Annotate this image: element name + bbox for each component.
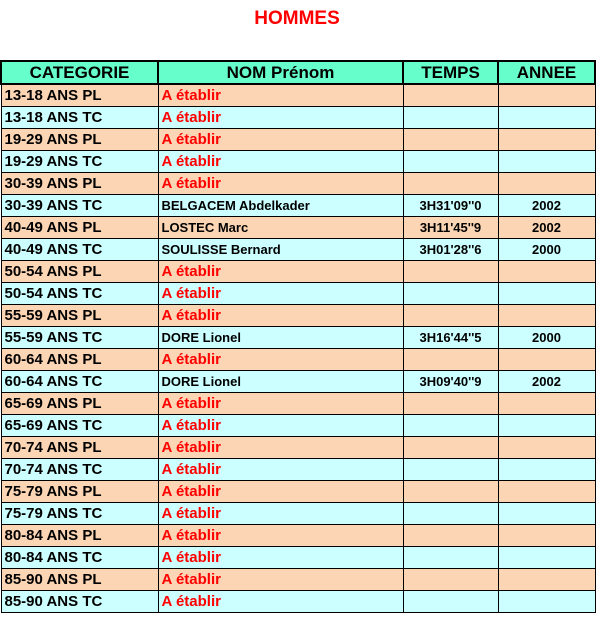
year-cell [498, 129, 595, 151]
table-row [1, 437, 595, 459]
year-cell [498, 261, 595, 283]
table-row [1, 393, 595, 415]
time-cell: 3H31'09''0 [403, 195, 498, 217]
time-cell: 3H16'44''5 [403, 327, 498, 349]
category-cell: 70-74 ANS PL [1, 437, 158, 459]
table-row [1, 327, 595, 349]
category-cell: 40-49 ANS PL [1, 217, 158, 239]
name-cell: BELGACEM Abdelkader [158, 195, 403, 217]
name-cell: A établir [158, 305, 403, 327]
category-cell: 55-59 ANS TC [1, 327, 158, 349]
category-cell: 75-79 ANS TC [1, 503, 158, 525]
category-cell: 50-54 ANS PL [1, 261, 158, 283]
table-row [1, 129, 595, 151]
year-cell [498, 151, 595, 173]
name-cell: A établir [158, 84, 403, 107]
year-cell [498, 437, 595, 459]
name-cell: A établir [158, 393, 403, 415]
table-row [1, 173, 595, 195]
table-row [1, 151, 595, 173]
year-cell [498, 173, 595, 195]
category-cell: 85-90 ANS PL [1, 569, 158, 591]
category-cell: 60-64 ANS PL [1, 349, 158, 371]
name-cell: A établir [158, 107, 403, 129]
table-row [1, 217, 595, 239]
time-cell [403, 437, 498, 459]
year-cell [498, 349, 595, 371]
time-cell: 3H01'28''6 [403, 239, 498, 261]
year-cell [498, 503, 595, 525]
name-cell: A établir [158, 129, 403, 151]
time-cell [403, 349, 498, 371]
table-row [1, 261, 595, 283]
header-category: CATEGORIE [1, 61, 158, 84]
year-cell [498, 305, 595, 327]
year-cell: 2002 [498, 217, 595, 239]
time-cell [403, 503, 498, 525]
time-cell [403, 525, 498, 547]
time-cell [403, 393, 498, 415]
year-cell: 2002 [498, 195, 595, 217]
year-cell: 2000 [498, 239, 595, 261]
table-row [1, 569, 595, 591]
category-cell: 80-84 ANS TC [1, 547, 158, 569]
header-year: ANNEE [498, 61, 595, 84]
name-cell: A établir [158, 503, 403, 525]
name-cell: A établir [158, 547, 403, 569]
table-row [1, 547, 595, 569]
table-row [1, 195, 595, 217]
records-table [0, 60, 596, 613]
time-cell [403, 173, 498, 195]
year-cell [498, 415, 595, 437]
category-cell: 13-18 ANS TC [1, 107, 158, 129]
table-row [1, 305, 595, 327]
header-time: TEMPS [403, 61, 498, 84]
year-cell [498, 591, 595, 613]
name-cell: A établir [158, 173, 403, 195]
time-cell [403, 591, 498, 613]
header-row [1, 61, 595, 84]
category-cell: 75-79 ANS PL [1, 481, 158, 503]
year-cell: 2000 [498, 327, 595, 349]
year-cell [498, 459, 595, 481]
page-title: HOMMES [254, 8, 340, 29]
year-cell [498, 393, 595, 415]
name-cell: DORE Lionel [158, 371, 403, 393]
table-row [1, 503, 595, 525]
category-cell: 40-49 ANS TC [1, 239, 158, 261]
time-cell [403, 459, 498, 481]
year-cell [498, 547, 595, 569]
name-cell: DORE Lionel [158, 327, 403, 349]
records-body [1, 84, 595, 613]
name-cell: A établir [158, 481, 403, 503]
category-cell: 30-39 ANS PL [1, 173, 158, 195]
name-cell: A établir [158, 283, 403, 305]
name-cell: A établir [158, 569, 403, 591]
table-row [1, 415, 595, 437]
header-name: NOM Prénom [158, 61, 403, 84]
name-cell: A établir [158, 415, 403, 437]
name-cell: A établir [158, 459, 403, 481]
table-row [1, 239, 595, 261]
year-cell [498, 84, 595, 107]
time-cell [403, 305, 498, 327]
time-cell [403, 261, 498, 283]
table-row [1, 591, 595, 613]
year-cell [498, 481, 595, 503]
year-cell [498, 569, 595, 591]
time-cell [403, 481, 498, 503]
year-cell [498, 107, 595, 129]
table-row [1, 459, 595, 481]
time-cell [403, 129, 498, 151]
year-cell [498, 283, 595, 305]
time-cell [403, 283, 498, 305]
time-cell [403, 107, 498, 129]
category-cell: 19-29 ANS PL [1, 129, 158, 151]
category-cell: 80-84 ANS PL [1, 525, 158, 547]
name-cell: A établir [158, 151, 403, 173]
category-cell: 85-90 ANS TC [1, 591, 158, 613]
category-cell: 19-29 ANS TC [1, 151, 158, 173]
name-cell: A établir [158, 591, 403, 613]
year-cell: 2002 [498, 371, 595, 393]
category-cell: 65-69 ANS TC [1, 415, 158, 437]
table-row [1, 371, 595, 393]
table-row [1, 349, 595, 371]
table-row [1, 283, 595, 305]
time-cell: 3H11'45''9 [403, 217, 498, 239]
category-cell: 70-74 ANS TC [1, 459, 158, 481]
table-row [1, 525, 595, 547]
table-row [1, 481, 595, 503]
table-row [1, 107, 595, 129]
time-cell: 3H09'40''9 [403, 371, 498, 393]
name-cell: A établir [158, 525, 403, 547]
table-row [1, 84, 595, 107]
name-cell: A établir [158, 349, 403, 371]
category-cell: 13-18 ANS PL [1, 84, 158, 107]
name-cell: LOSTEC Marc [158, 217, 403, 239]
category-cell: 60-64 ANS TC [1, 371, 158, 393]
name-cell: A établir [158, 437, 403, 459]
category-cell: 65-69 ANS PL [1, 393, 158, 415]
time-cell [403, 84, 498, 107]
time-cell [403, 415, 498, 437]
time-cell [403, 547, 498, 569]
category-cell: 30-39 ANS TC [1, 195, 158, 217]
name-cell: SOULISSE Bernard [158, 239, 403, 261]
time-cell [403, 151, 498, 173]
category-cell: 55-59 ANS PL [1, 305, 158, 327]
name-cell: A établir [158, 261, 403, 283]
category-cell: 50-54 ANS TC [1, 283, 158, 305]
year-cell [498, 525, 595, 547]
time-cell [403, 569, 498, 591]
